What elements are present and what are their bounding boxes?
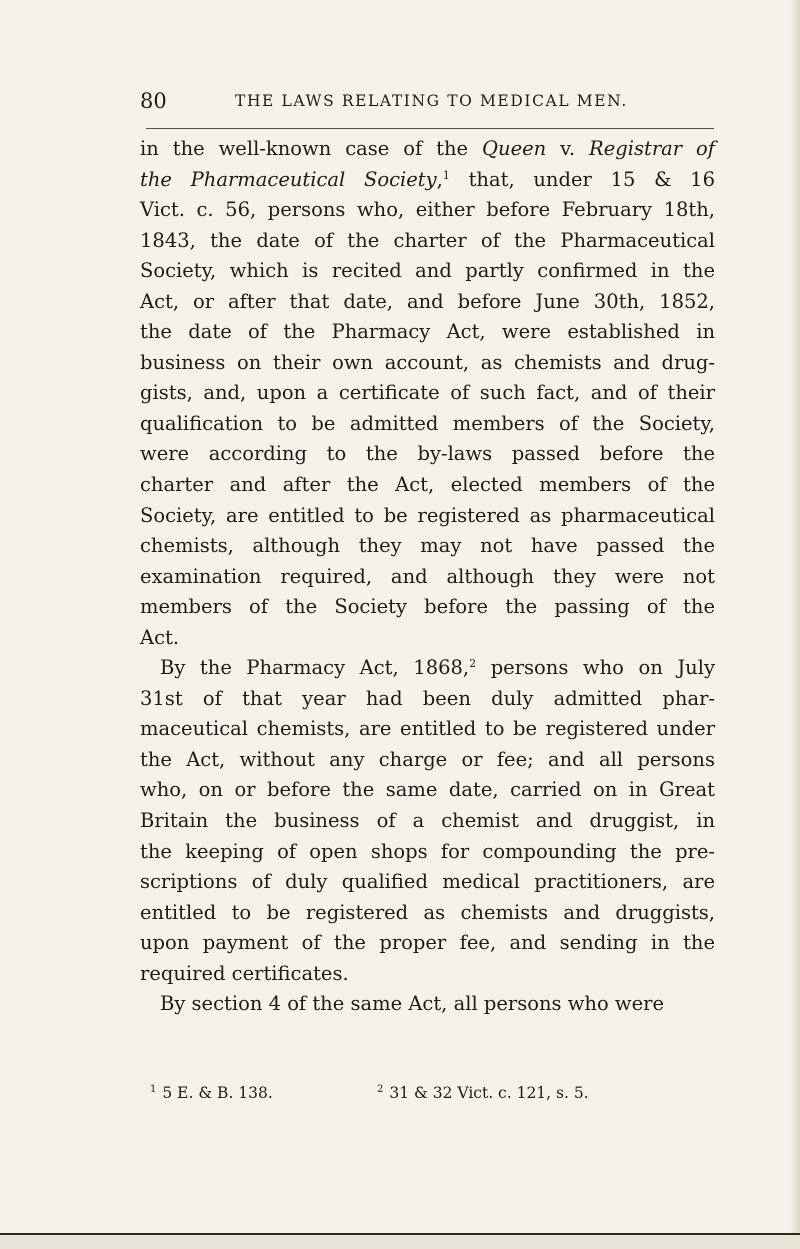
body-text	[140, 134, 715, 1020]
text-line	[140, 226, 715, 257]
text-run: Act, or after that date, and before June 30th, 1852,	[140, 289, 715, 313]
text-run: required certificates.	[140, 961, 349, 985]
footnote-mark: 1	[150, 1084, 157, 1095]
text-run: Vict. c. 56, persons who, either before February 18th,	[140, 198, 715, 222]
page-header	[140, 86, 700, 116]
text-run: v.	[546, 137, 590, 160]
text-line	[140, 745, 715, 776]
text-line	[140, 714, 715, 745]
footnote-mark: 2	[377, 1084, 384, 1095]
text-run: qualification to be admitted members of the Society,	[140, 411, 715, 435]
text-run: chemists, although they may not have passed the	[140, 534, 715, 558]
text-line	[140, 439, 715, 470]
text-run: were according to the by-laws passed before the	[140, 442, 715, 466]
footnotes	[140, 1076, 715, 1104]
text-line	[140, 837, 715, 868]
text-line	[140, 898, 715, 929]
text-line	[140, 806, 715, 837]
footnote-text: 5 E. & B. 138.	[162, 1084, 273, 1102]
text-run: 1843, the date of the charter of the Pharmaceutical	[140, 228, 715, 252]
text-line	[140, 989, 715, 1020]
page-edge-shadow	[790, 0, 800, 1249]
text-line	[140, 165, 715, 196]
text-run: Society, which is recited and partly confirmed in the	[140, 259, 715, 283]
text-run: charter and after the Act, elected members of the	[140, 473, 715, 497]
text-line	[140, 623, 715, 654]
text-run: maceutical chemists, are entitled to be registered under	[140, 717, 715, 741]
text-line	[140, 348, 715, 379]
text-run: upon payment of the proper fee, and sending in the	[140, 931, 715, 955]
text-run: gists, and, upon a certificate of such fact, and of their	[140, 381, 715, 405]
italic-text: Queen	[482, 137, 547, 160]
text-run: examination required, and although they were not	[140, 564, 715, 588]
text-run: Society, are entitled to be registered as pharmaceutical	[140, 503, 715, 527]
text-run: scriptions of duly qualified medical practitioners, are	[140, 870, 715, 894]
text-line	[140, 867, 715, 898]
text-run: 31st of that year had been duly admitted phar-	[140, 686, 715, 710]
text-line	[140, 592, 715, 623]
text-line	[140, 470, 715, 501]
text-run: business on their own account, as chemists and drug-	[140, 350, 715, 374]
text-line	[140, 409, 715, 440]
text-line	[140, 501, 715, 532]
text-run: the Act, without any charge or fee; and all persons	[140, 747, 715, 771]
header-rule	[146, 128, 714, 129]
text-line	[140, 653, 715, 684]
italic-text: Registrar of	[589, 137, 715, 160]
text-line	[140, 928, 715, 959]
page-bottom-edge	[0, 1233, 800, 1249]
text-line	[140, 531, 715, 562]
text-line	[140, 317, 715, 348]
text-line	[140, 562, 715, 593]
footnote-2	[377, 1076, 589, 1107]
footnote-reference: 2	[469, 657, 477, 671]
text-run: ,	[436, 167, 443, 191]
text-run: the keeping of open shops for compounding the pre-	[140, 839, 715, 863]
text-run: in the well-known case of the	[140, 137, 483, 160]
italic-text: the Pharmaceutical Society	[140, 167, 437, 191]
text-run: who, on or before the same date, carried on in Great	[140, 778, 715, 802]
text-run: persons who on July	[476, 656, 715, 680]
text-run: By section 4 of the same Act, all persons who were	[160, 992, 665, 1016]
footnote-reference: 1	[442, 168, 450, 182]
text-line	[140, 287, 715, 318]
text-run: the date of the Pharmacy Act, were established in	[140, 320, 715, 344]
footnote-text: 31 & 32 Vict. c. 121, s. 5.	[389, 1084, 589, 1102]
text-line	[140, 684, 715, 715]
text-line	[140, 959, 715, 990]
text-run: By the Pharmacy Act, 1868,	[160, 656, 470, 680]
text-run: Act.	[140, 625, 180, 649]
text-line	[140, 256, 715, 287]
text-run: that, under 15 & 16	[449, 167, 715, 191]
text-run: Britain the business of a chemist and druggist, in	[140, 809, 715, 833]
text-line	[140, 134, 715, 165]
running-head: THE LAWS RELATING TO MEDICAL MEN.	[235, 92, 628, 110]
text-line	[140, 378, 715, 409]
text-line	[140, 195, 715, 226]
text-run: entitled to be registered as chemists and druggists,	[140, 900, 715, 924]
page-number: 80	[140, 89, 167, 113]
text-run: members of the Society before the passing of the	[140, 595, 715, 619]
text-line	[140, 775, 715, 806]
footnote-1	[150, 1076, 273, 1107]
